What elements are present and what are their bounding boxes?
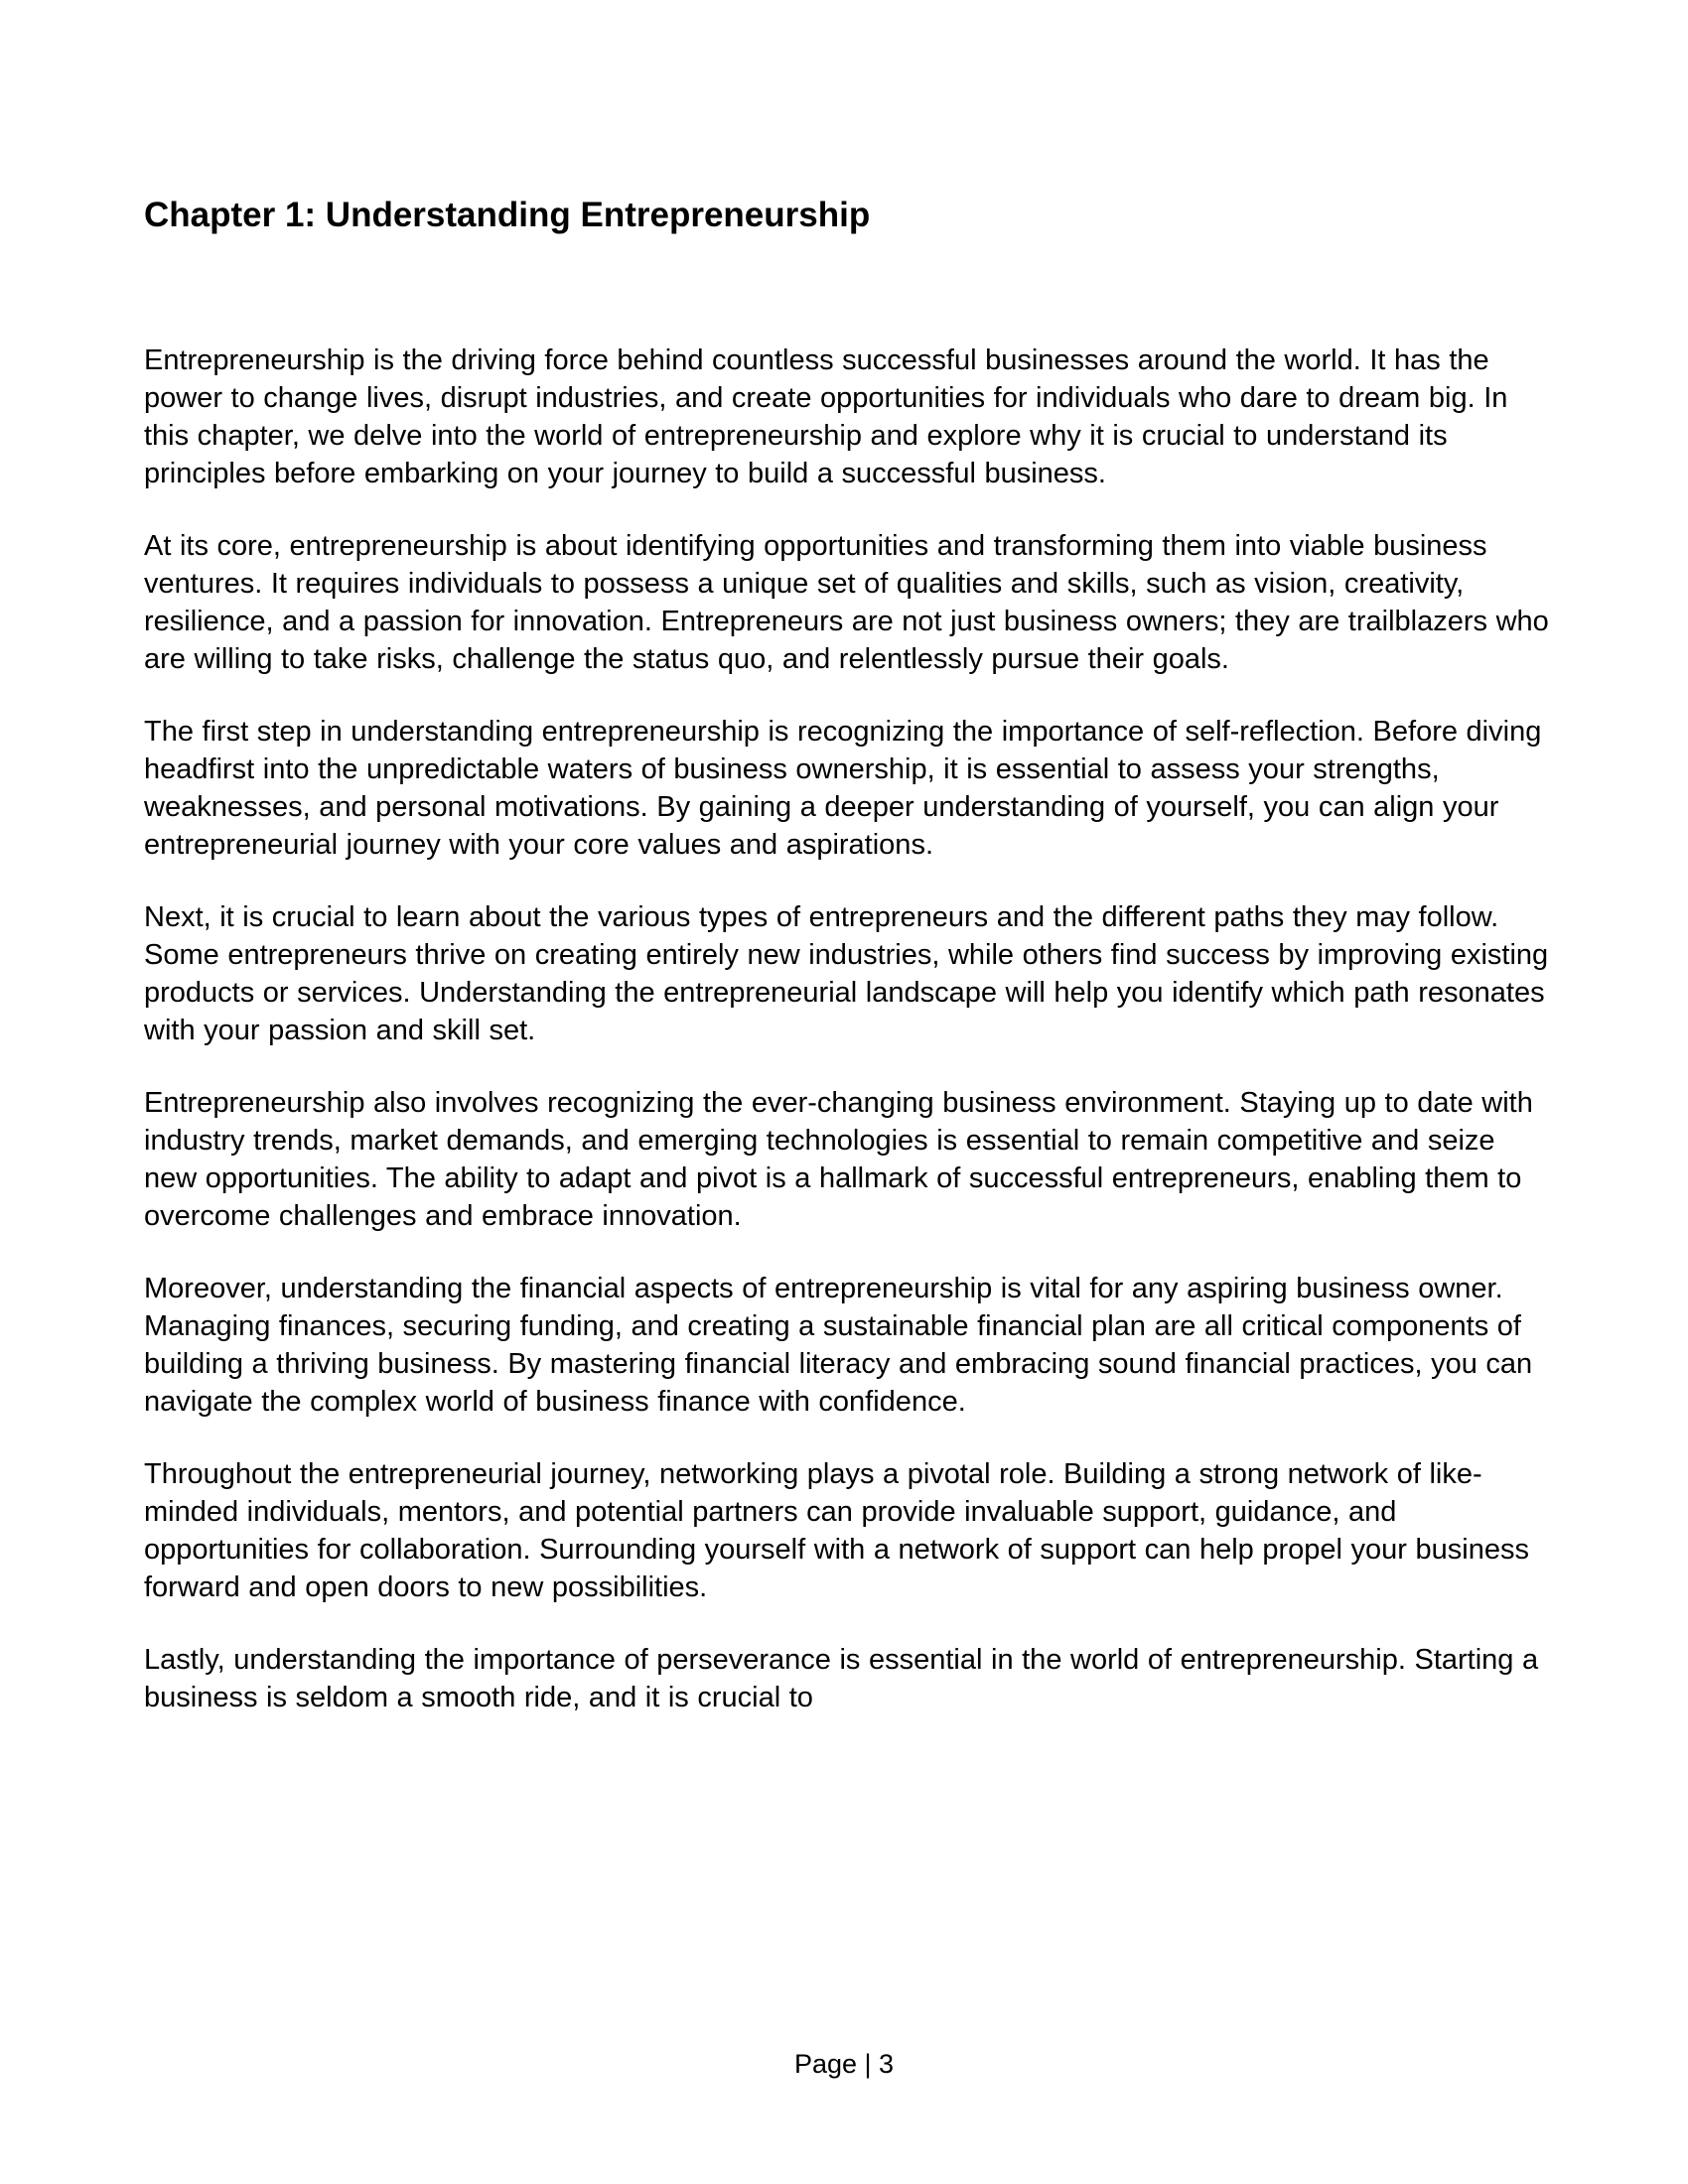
paragraph-5: Entrepreneurship also involves recognizing the ever-changing business environment. Staying up to date with industry trends, market demands, and emerging technologies is essential to remain competitive and seize new opportunities. The ability to adapt and pivot is a hallmark of successful entrepreneurs, enabling them to overcome challenges and embrace innovation. [144, 1087, 1533, 1232]
chapter-title: Chapter 1: Understanding Entrepreneurship [144, 196, 871, 234]
page-number-label: Page | 3 [793, 2049, 895, 2079]
page-footer [0, 2047, 1688, 2081]
paragraph-1: Entrepreneurship is the driving force behind countless successful businesses around the world. It has the power to change lives, disrupt industries, and create opportunities for individuals who dare to dream big. In this chapter, we delve into the world of entrepreneurship and explore why it is crucial to understand its principles before embarking on your journey to build a successful business. [144, 344, 1508, 489]
paragraph-2: At its core, entrepreneurship is about identifying opportunities and transforming them into viable business ventures. It requires individuals to possess a unique set of qualities and skills, such as vision, creativity, resilience, and a passion for innovation. Entrepreneurs are not just business owners; they are trailblazers who are willing to take risks, challenge the status quo, and relentlessly pursue their goals. [144, 530, 1549, 675]
chapter-body [144, 341, 1552, 1751]
paragraph-4: Next, it is crucial to learn about the various types of entrepreneurs and the different paths they may follow. Some entrepreneurs thrive on creating entirely new industries, while others find success by improving existing products or services. Understanding the entrepreneurial landscape will help you identify which path resonates with your passion and skill set. [144, 901, 1549, 1046]
paragraph-8: Lastly, understanding the importance of perseverance is essential in the world of entrepreneurship. Starting a business is seldom a smooth ride, and it is crucial to [144, 1644, 1539, 1713]
paragraph-6: Moreover, understanding the financial aspects of entrepreneurship is vital for any aspiring business owner. Managing finances, securing funding, and creating a sustainable financial plan are all critical components of building a thriving business. By mastering financial literacy and embracing sound financial practices, you can navigate the complex world of business finance with confidence. [144, 1273, 1533, 1418]
paragraph-3: The first step in understanding entrepreneurship is recognizing the importance of self-reflection. Before diving headfirst into the unpredictable waters of business ownership, it is essential to assess your strengths, weaknesses, and personal motivations. By gaining a deeper understanding of yourself, you can align your entrepreneurial journey with your core values and aspirations. [144, 716, 1542, 861]
paragraph-7: Throughout the entrepreneurial journey, networking plays a pivotal role. Building a strong network of like-minded individuals, mentors, and potential partners can provide invaluable support, guidance, and opportunities for collaboration. Surrounding yourself with a network of support can help propel your business forward and open doors to new possibilities. [144, 1458, 1529, 1603]
